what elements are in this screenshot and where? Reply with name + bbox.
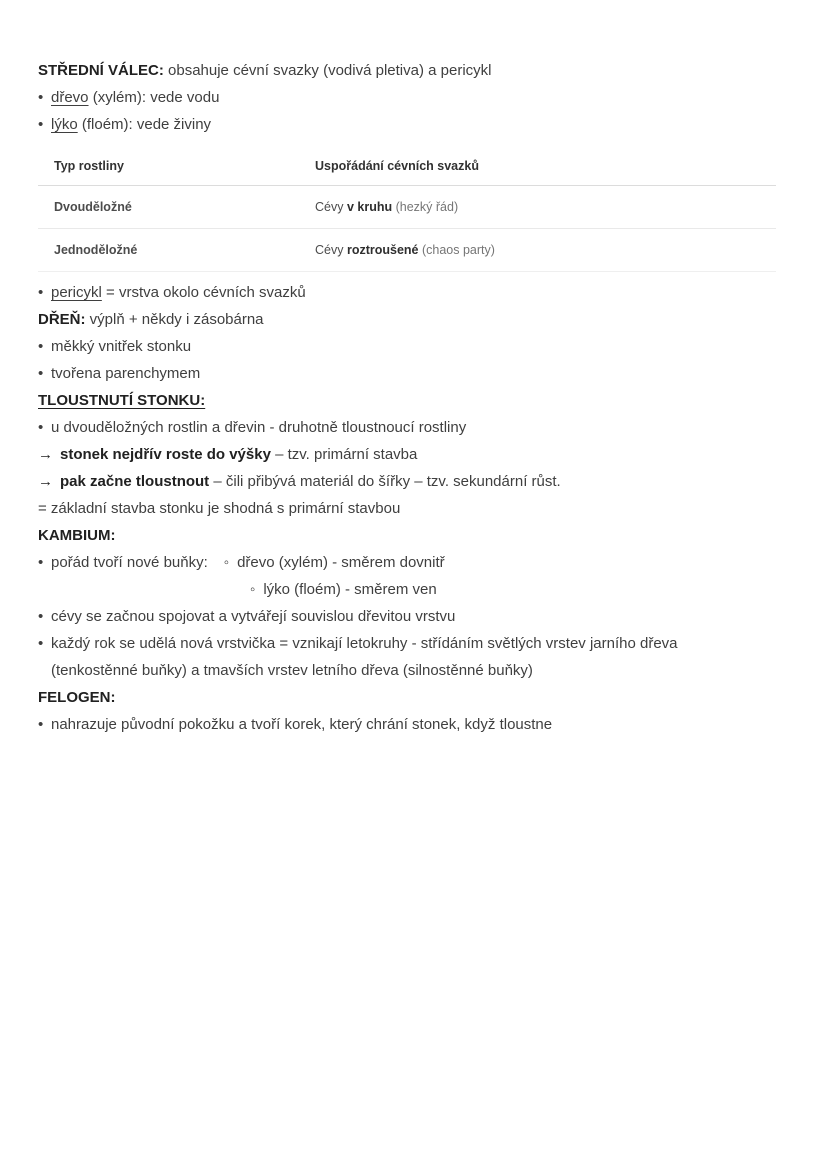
bullet-kambium-2 bbox=[38, 603, 804, 630]
bullet-icon: • bbox=[38, 608, 44, 625]
cell-bold-text: v kruhu bbox=[346, 200, 393, 214]
arrow-icon: → bbox=[38, 446, 53, 463]
heading-text: FELOGEN: bbox=[38, 689, 116, 706]
term-drevo: dřevo bbox=[51, 89, 89, 106]
heading-text: DŘEŇ: bbox=[38, 311, 86, 328]
arrow-rest-text: – tzv. primární stavba bbox=[270, 446, 418, 463]
table-header-arrangement: Uspořádání cévních svazků bbox=[299, 149, 776, 186]
arrow-line-2 bbox=[38, 468, 804, 495]
arrow-bold-text: stonek nejdřív roste do výšky bbox=[60, 446, 271, 463]
section-heading-dren bbox=[38, 306, 804, 333]
heading-text: KAMBIUM: bbox=[38, 527, 116, 544]
bullet-text: měkký vnitřek stonku bbox=[51, 338, 192, 355]
section-heading-tloustnuti bbox=[38, 387, 804, 414]
table-header-plant-type: Typ rostliny bbox=[38, 149, 299, 186]
bullet-icon: • bbox=[38, 89, 44, 106]
bullet-felogen-1 bbox=[38, 711, 804, 738]
cell-plant-type: Jednoděložné bbox=[38, 229, 299, 272]
bullet-lyko bbox=[38, 111, 804, 138]
table-row bbox=[38, 229, 776, 272]
term-lyko: lýko bbox=[51, 116, 78, 133]
term-drevo-rest: (xylém): vede vodu bbox=[88, 89, 220, 106]
subbullet-text: dřevo (xylém) - směrem dovnitř bbox=[237, 554, 445, 571]
heading-rest: výplň + někdy i zásobárna bbox=[85, 311, 264, 328]
table-row bbox=[38, 186, 776, 229]
bullet-text: u dvouděložných rostlin a dřevin - druhotně tloustnoucí rostliny bbox=[51, 419, 467, 436]
bullet-text: cévy se začnou spojovat a vytvářejí souvislou dřevitou vrstvu bbox=[51, 608, 456, 625]
bullet-text: tvořena parenchymem bbox=[51, 365, 201, 382]
subbullet-icon: ◦ bbox=[250, 581, 256, 598]
bullet-icon: • bbox=[38, 338, 44, 355]
bullet-drevo bbox=[38, 84, 804, 111]
cell-plant-type: Dvouděložné bbox=[38, 186, 299, 229]
cell-note-text: (hezký řád) bbox=[392, 200, 459, 214]
subbullet-text: lýko (floém) - směrem ven bbox=[263, 581, 437, 598]
cell-note-text: (chaos party) bbox=[418, 243, 495, 257]
bullet-kambium-1 bbox=[38, 549, 804, 576]
bullet-icon: • bbox=[38, 419, 44, 436]
bullet-text: pořád tvoří nové buňky: bbox=[51, 554, 208, 571]
bullet-kambium-3-continuation bbox=[38, 657, 804, 684]
bullet-icon: • bbox=[38, 716, 44, 733]
subbullet-kambium-2 bbox=[38, 576, 804, 603]
cell-arrangement bbox=[299, 186, 776, 229]
equals-line bbox=[38, 495, 804, 522]
table-header-row bbox=[38, 149, 776, 186]
cell-arrangement bbox=[299, 229, 776, 272]
arrow-rest-text: – čili přibývá materiál do šířky – tzv. sekundární růst. bbox=[209, 473, 561, 490]
bullet-tloustnuti-1 bbox=[38, 414, 804, 441]
bullet-icon: • bbox=[38, 635, 44, 652]
bullet-dren-2 bbox=[38, 360, 804, 387]
cell-bold-text: roztroušené bbox=[346, 243, 419, 257]
bullet-text: (tenkostěnné buňky) a tmavších vrstev letního dřeva (silnostěnné buňky) bbox=[51, 662, 533, 679]
bullet-icon: • bbox=[38, 284, 44, 301]
bullet-pericykl bbox=[38, 279, 804, 306]
equals-text: = základní stavba stonku je shodná s primární stavbou bbox=[38, 500, 401, 517]
bullet-text: nahrazuje původní pokožku a tvoří korek, který chrání stonek, když tloustne bbox=[51, 716, 553, 733]
term-pericykl: pericykl bbox=[51, 284, 102, 301]
term-pericykl-rest: = vrstva okolo cévních svazků bbox=[101, 284, 306, 301]
bullet-icon: • bbox=[38, 116, 44, 133]
bullet-kambium-3 bbox=[38, 630, 804, 657]
bullet-text: každý rok se udělá nová vrstvička = vznikají letokruhy - střídáním světlých vrstev jarního dřeva bbox=[51, 635, 678, 652]
heading-text: STŘEDNÍ VÁLEC: bbox=[38, 62, 164, 79]
heading-rest: obsahuje cévní svazky (vodivá pletiva) a pericykl bbox=[163, 62, 492, 79]
bullet-dren-1 bbox=[38, 333, 804, 360]
cell-text: Cévy bbox=[315, 243, 347, 257]
arrow-line-1 bbox=[38, 441, 804, 468]
term-lyko-rest: (floém): vede živiny bbox=[77, 116, 212, 133]
arrow-bold-text: pak začne tloustnout bbox=[60, 473, 210, 490]
heading-text: TLOUSTNUTÍ STONKU: bbox=[38, 392, 206, 409]
bullet-icon: • bbox=[38, 554, 44, 571]
section-heading-stredni-valec bbox=[38, 57, 804, 84]
section-heading-felogen bbox=[38, 684, 804, 711]
subbullet-icon: ◦ bbox=[223, 554, 230, 571]
cell-text: Cévy bbox=[315, 200, 347, 214]
section-heading-kambium bbox=[38, 522, 804, 549]
bullet-icon: • bbox=[38, 365, 44, 382]
vascular-arrangement-table bbox=[38, 149, 776, 272]
arrow-icon: → bbox=[38, 473, 53, 490]
